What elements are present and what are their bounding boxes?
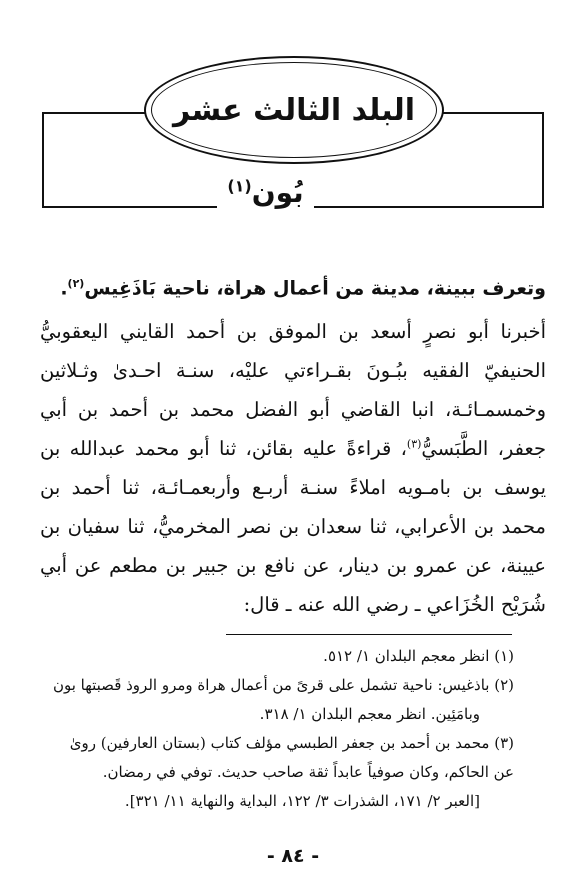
body-line: الحنيفيّ الفقيه ببُـونَ بقـراءتي عليْه، سنـة احـدىٰ وثـلاثين [40, 359, 546, 382]
footnotes [40, 642, 514, 816]
body-line: عيينة، عن عمرو بن دينار، عن نافع بن جبير بن مطعم عن أبي [40, 554, 546, 577]
intro-sentence [40, 266, 546, 306]
body-line [40, 429, 546, 468]
footnote-line: (٣) محمد بن أحمد بن جعفر الطبسي مؤلف كتاب (بستان العارفين) روىٰ [69, 734, 514, 752]
header-frame-bottom-left [42, 206, 217, 208]
city-name: بُون [251, 176, 304, 209]
body-line: وخمسمـائـة، انبا القاضي أبو الفضل محمد بن أحمد بن أبي [40, 398, 546, 421]
body-line-part: ، قراءةً عليه بقائن، ثنا أبو محمد عبدالله بن [40, 437, 407, 460]
body-line: يوسف بن بامـويه املاءً سنـة أربـع وأربعمـائـة، ثنا أحمد بن [40, 476, 546, 499]
footnote-line: وبامَئِين. انظر معجم البلدان ١/ ٣١٨. [259, 705, 480, 723]
city-heading [217, 176, 314, 209]
footnote-ref-3: (٣) [406, 437, 422, 451]
body-line: شُرَيْح الخُزَاعي ـ رضي الله عنه ـ قال: [243, 593, 546, 616]
footnote-separator [226, 634, 512, 635]
header-frame-bottom-right [314, 206, 544, 208]
footnote-line: (١) انظر معجم البلدان ١/ ٥١٢. [323, 647, 514, 665]
chapter-title: البلد الثالث عشر [172, 92, 416, 128]
footnote-ref-1: (١) [227, 176, 252, 196]
body-line: أخبرنا أبو نصرٍ أسعد بن الموفق بن أحمد القايني اليعقوبيُّ [40, 320, 546, 343]
intro-text: وتعرف ببينة، مدينة من أعمال هراة، ناحية بَاذَغِيس [84, 277, 546, 300]
footnote-line: (٢) باذغيس: ناحية تشمل على قرىً من أعمال هراة ومرو الروذ قَصبتها بون [52, 676, 514, 694]
footnote-line: عن الحاكم، وكان صوفياً عابداً ثقة صاحب حديث. توفي في رمضان. [102, 763, 514, 781]
body-line: محمد بن الأعرابي، ثنا سعدان بن نصر المخرميُّ، ثنا سفيان بن [40, 515, 546, 538]
body-paragraph [40, 312, 546, 624]
body-line-part: جعفر، الطَّبَسيُّ [421, 437, 546, 460]
intro-end: . [60, 277, 68, 300]
page-number: - ٨٤ - [266, 845, 320, 867]
footnote-ref-2: (٢) [67, 277, 85, 290]
footnote-line: [العبر ٢/ ١٧١، الشذرات ٣/ ١٢٢، البداية والنهاية ١١/ ٣٢١]. [124, 792, 480, 810]
